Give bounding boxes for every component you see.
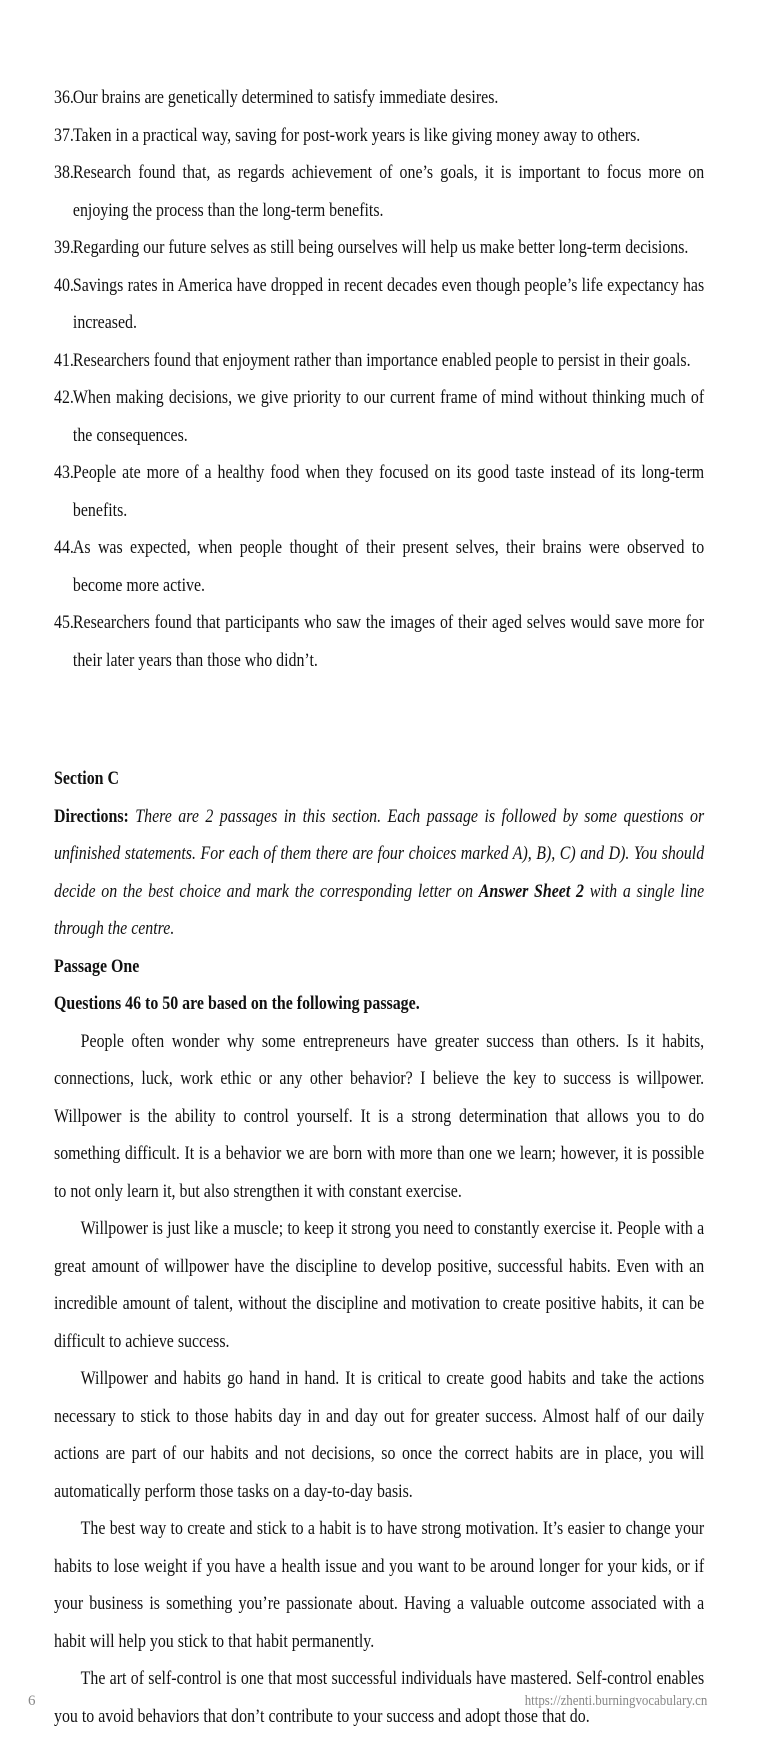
statement-list [54,80,704,680]
passage-body [54,1024,704,1737]
statement-number: 40. [54,275,74,296]
statement-item [54,118,704,156]
statement-number: 36. [54,88,74,108]
statement-number: 37. [54,125,74,146]
statement-text: Regarding our future selves as still being ourselves will help us make better long-term decisions. [72,238,689,258]
section-spacer [54,680,704,761]
statement-item [54,155,704,230]
footer-url: https://zhenti.burningvocabulary.cn [524,1693,707,1709]
statement-item [54,530,704,605]
statement-text: Our brains are genetically determined to satisfy immediate desires. [72,88,499,108]
statement-text: Research found that, as regards achievement of one’s goals, it is important to focus more on enjoying the process than the long-term benefits. [72,163,705,221]
passage-paragraph: The art of self-control is one that most successful individuals have mastered. Self-control enables you to avoid behaviors that don’t contribute to your success and adopt those that do. [54,1669,705,1727]
statement-text: Researchers found that enjoyment rather than importance enabled people to persist in their goals. [72,350,691,371]
directions-text-end: with a single line through the centre. [54,881,705,939]
statement-text: Researchers found that participants who saw the images of their aged selves would save more for their later years than those who didn’t. [72,613,705,671]
directions-label: Directions: [54,806,129,827]
statement-number: 45. [54,613,74,633]
statement-item [54,380,704,455]
passage-paragraph: People often wonder why some entrepreneurs have greater success than others. Is it habits, connections, luck, work ethic or any other behavior? I believe the key to success is willpower. Willpower is the ability to control yourself. It is a strong determination that allows you to do something difficult. It is a behavior we are born with more than one we learn; however, it is possible to not only learn it, but also strengthen it with constant exercise. [54,1031,705,1202]
passage-paragraph: The best way to create and stick to a habit is to have strong motivation. It’s easier to change your habits to lose weight if you have a health issue and you want to be around longer for your kids, or if your business is something you’re passionate about. Having a valuable outcome associated with a habit will help you stick to that habit permanently. [54,1519,705,1652]
statement-number: 39. [54,238,74,258]
section-title: Section C [54,769,119,789]
statement-number: 42. [54,388,74,408]
statement-item [54,343,704,381]
section-directions [54,799,704,949]
passage-paragraph: Willpower and habits go hand in hand. It is critical to create good habits and take the actions necessary to stick to those habits day in and day out for greater success. Almost half of our daily actions are part of our habits and not decisions, so once the correct habits are in place, you will automatically perform those tasks on a day-to-day basis. [54,1369,705,1502]
statement-item [54,268,704,343]
passage-paragraph: Willpower is just like a muscle; to keep it strong you need to constantly exercise it. People with a great amount of willpower have the discipline to develop positive, successful habits. Even with an incredible amount of talent, without the discipline and motivation to create positive habits, it can be difficult to achieve success. [54,1219,705,1352]
statement-text: Taken in a practical way, saving for post-work years is like giving money away to others. [72,125,641,146]
statement-item [54,605,704,680]
statement-text: As was expected, when people thought of their present selves, their brains were observed to become more active. [72,538,705,596]
statement-number: 38. [54,163,74,183]
statement-text: Savings rates in America have dropped in recent decades even though people’s life expectancy has increased. [72,275,705,333]
statement-number: 41. [54,350,74,371]
answer-sheet-reference: Answer Sheet 2 [478,881,584,902]
statement-number: 43. [54,463,74,483]
statement-item [54,230,704,268]
statement-text: When making decisions, we give priority to our current frame of mind without thinking much of the consequences. [72,388,705,446]
statement-item [54,455,704,530]
passage-title: Passage One [54,956,140,977]
statement-item [54,80,704,118]
statement-number: 44. [54,538,74,558]
directions-text: There are 2 passages in this section. Each passage is followed by some questions or unfinished statements. For each of them there are four choices marked A), B), C) and D). You should decide on the best choice and mark the corresponding letter on [54,806,705,902]
questions-range-line: Questions 46 to 50 are based on the following passage. [54,994,420,1014]
page-number: 6 [28,1693,36,1709]
statement-text: People ate more of a healthy food when they focused on its good taste instead of its long-term benefits. [72,463,705,521]
